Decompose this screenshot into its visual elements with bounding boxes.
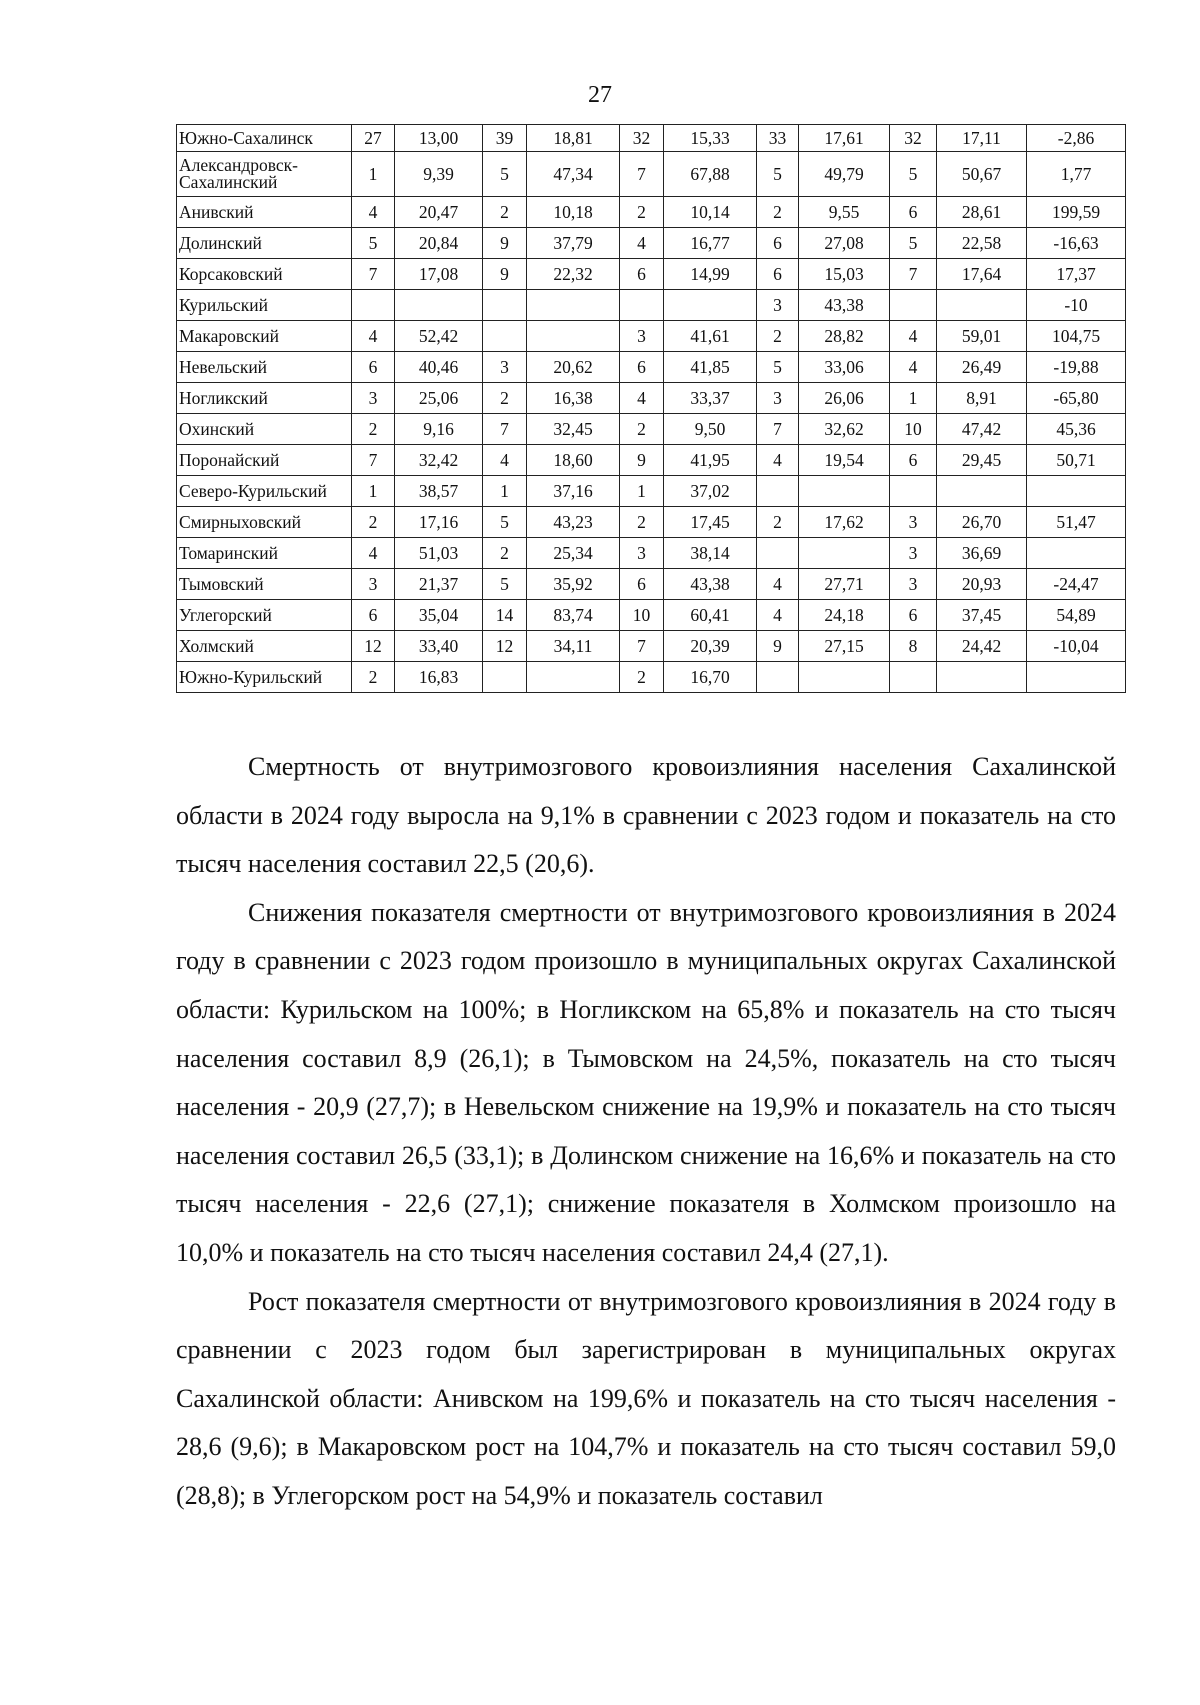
value-cell: 1 <box>352 476 395 507</box>
value-cell <box>483 321 527 352</box>
value-cell: 18,81 <box>527 125 620 152</box>
value-cell <box>527 321 620 352</box>
value-cell: 33,40 <box>395 631 483 662</box>
region-cell: Южно-Курильский <box>177 662 352 693</box>
value-cell <box>757 476 799 507</box>
value-cell: 6 <box>352 352 395 383</box>
value-cell: 6 <box>890 197 937 228</box>
value-cell: 10 <box>890 414 937 445</box>
table-row <box>177 197 1126 228</box>
region-cell: Макаровский <box>177 321 352 352</box>
table-row <box>177 414 1126 445</box>
value-cell <box>799 476 890 507</box>
value-cell: 6 <box>890 600 937 631</box>
table-row <box>177 631 1126 662</box>
region-cell: Углегорский <box>177 600 352 631</box>
value-cell: 37,02 <box>664 476 757 507</box>
value-cell: 28,61 <box>937 197 1027 228</box>
paragraph: Рост показателя смертности от внутримозгового кровоизлияния в 2024 году в сравнении с 2023 годом был зарегистрирован в муниципальных округах Сахалинской области: Анивском на 199,6% и показатель на сто тысяч населения - 28,6 (9,6); в Макаровском рост на 104,7% и показатель на сто тысяч составил 59,0 (28,8); в Углегорском рост на 54,9% и показатель составил <box>176 1286 1116 1510</box>
value-cell: 4 <box>620 383 664 414</box>
value-cell: 13,00 <box>395 125 483 152</box>
paragraph: Смертность от внутримозгового кровоизлияния населения Сахалинской области в 2024 году выросла на 9,1% в сравнении с 2023 годом и показатель на сто тысяч населения составил 22,5 (20,6). <box>176 752 1116 879</box>
table-row <box>177 125 1126 152</box>
value-cell: 37,45 <box>937 600 1027 631</box>
value-cell: 33 <box>757 125 799 152</box>
value-cell: 36,69 <box>937 538 1027 569</box>
value-cell: 26,49 <box>937 352 1027 383</box>
value-cell: 16,77 <box>664 228 757 259</box>
value-cell <box>352 290 395 321</box>
value-cell: 43,23 <box>527 507 620 538</box>
value-cell: 35,04 <box>395 600 483 631</box>
value-cell: 27 <box>352 125 395 152</box>
table-row <box>177 445 1126 476</box>
value-cell: 17,62 <box>799 507 890 538</box>
value-cell <box>664 290 757 321</box>
value-cell: 7 <box>620 631 664 662</box>
value-cell <box>937 662 1027 693</box>
value-cell: 4 <box>757 600 799 631</box>
value-cell: 17,61 <box>799 125 890 152</box>
value-cell: 8 <box>890 631 937 662</box>
value-cell: 2 <box>352 507 395 538</box>
value-cell: 32 <box>890 125 937 152</box>
value-cell: 5 <box>483 507 527 538</box>
table-row <box>177 600 1126 631</box>
value-cell <box>890 290 937 321</box>
value-cell: 4 <box>757 569 799 600</box>
value-cell: 3 <box>757 290 799 321</box>
value-cell: -10 <box>1027 290 1126 321</box>
value-cell: 20,47 <box>395 197 483 228</box>
value-cell: 9 <box>483 259 527 290</box>
value-cell: 9,55 <box>799 197 890 228</box>
value-cell: 47,42 <box>937 414 1027 445</box>
value-cell: 3 <box>620 538 664 569</box>
value-cell: -19,88 <box>1027 352 1126 383</box>
value-cell: 3 <box>890 538 937 569</box>
region-cell: Невельский <box>177 352 352 383</box>
value-cell: 4 <box>352 538 395 569</box>
value-cell: -24,47 <box>1027 569 1126 600</box>
value-cell: 7 <box>757 414 799 445</box>
value-cell: -2,86 <box>1027 125 1126 152</box>
value-cell: 7 <box>352 259 395 290</box>
value-cell: 5 <box>890 152 937 197</box>
value-cell: 3 <box>483 352 527 383</box>
value-cell: 2 <box>352 662 395 693</box>
table-row <box>177 476 1126 507</box>
value-cell: 3 <box>352 569 395 600</box>
value-cell: 1,77 <box>1027 152 1126 197</box>
value-cell: 20,39 <box>664 631 757 662</box>
value-cell: 32,62 <box>799 414 890 445</box>
value-cell: 26,70 <box>937 507 1027 538</box>
value-cell: 6 <box>620 259 664 290</box>
value-cell <box>937 476 1027 507</box>
value-cell: 39 <box>483 125 527 152</box>
value-cell: 17,08 <box>395 259 483 290</box>
value-cell: 7 <box>483 414 527 445</box>
value-cell: 17,37 <box>1027 259 1126 290</box>
value-cell: 47,34 <box>527 152 620 197</box>
value-cell <box>937 290 1027 321</box>
value-cell: 6 <box>352 600 395 631</box>
value-cell: 4 <box>890 352 937 383</box>
value-cell: 10 <box>620 600 664 631</box>
value-cell: 3 <box>890 507 937 538</box>
value-cell: 50,71 <box>1027 445 1126 476</box>
value-cell: 1 <box>620 476 664 507</box>
value-cell: 18,60 <box>527 445 620 476</box>
value-cell: 60,41 <box>664 600 757 631</box>
value-cell: 2 <box>620 197 664 228</box>
value-cell: 9,50 <box>664 414 757 445</box>
value-cell: 10,14 <box>664 197 757 228</box>
value-cell: 5 <box>890 228 937 259</box>
value-cell: 24,18 <box>799 600 890 631</box>
value-cell: 34,11 <box>527 631 620 662</box>
value-cell: 9 <box>620 445 664 476</box>
value-cell: 40,46 <box>395 352 483 383</box>
value-cell: 29,45 <box>937 445 1027 476</box>
value-cell <box>483 290 527 321</box>
value-cell: 104,75 <box>1027 321 1126 352</box>
value-cell: 22,32 <box>527 259 620 290</box>
value-cell <box>527 662 620 693</box>
value-cell: 2 <box>620 507 664 538</box>
value-cell: 2 <box>757 197 799 228</box>
value-cell: 38,57 <box>395 476 483 507</box>
table-row <box>177 352 1126 383</box>
value-cell: 43,38 <box>799 290 890 321</box>
value-cell: 41,61 <box>664 321 757 352</box>
value-cell: 27,08 <box>799 228 890 259</box>
value-cell: 26,06 <box>799 383 890 414</box>
value-cell: 5 <box>757 352 799 383</box>
value-cell: 12 <box>483 631 527 662</box>
value-cell: 4 <box>890 321 937 352</box>
value-cell: 35,92 <box>527 569 620 600</box>
value-cell: 12 <box>352 631 395 662</box>
value-cell: 10,18 <box>527 197 620 228</box>
region-cell: Тымовский <box>177 569 352 600</box>
value-cell: 7 <box>352 445 395 476</box>
value-cell: 6 <box>757 259 799 290</box>
value-cell <box>395 290 483 321</box>
value-cell: 67,88 <box>664 152 757 197</box>
value-cell: -10,04 <box>1027 631 1126 662</box>
value-cell: 3 <box>620 321 664 352</box>
value-cell <box>1027 662 1126 693</box>
value-cell: 6 <box>890 445 937 476</box>
value-cell: 2 <box>620 662 664 693</box>
value-cell: 14,99 <box>664 259 757 290</box>
value-cell: 32,45 <box>527 414 620 445</box>
region-cell: Холмский <box>177 631 352 662</box>
value-cell: 25,34 <box>527 538 620 569</box>
value-cell: 54,89 <box>1027 600 1126 631</box>
region-cell: Ногликский <box>177 383 352 414</box>
region-cell: Томаринский <box>177 538 352 569</box>
value-cell: 2 <box>483 538 527 569</box>
region-cell: Поронайский <box>177 445 352 476</box>
value-cell <box>757 662 799 693</box>
value-cell: 17,64 <box>937 259 1027 290</box>
value-cell: 4 <box>352 197 395 228</box>
value-cell: 21,37 <box>395 569 483 600</box>
value-cell: 4 <box>352 321 395 352</box>
region-cell: Курильский <box>177 290 352 321</box>
value-cell: 17,45 <box>664 507 757 538</box>
value-cell: 37,16 <box>527 476 620 507</box>
region-cell: Долинский <box>177 228 352 259</box>
region-cell: Смирныховский <box>177 507 352 538</box>
value-cell: 5 <box>352 228 395 259</box>
paragraph: Снижения показателя смертности от внутримозгового кровоизлияния в 2024 году в сравнении с 2023 годом произошло в муниципальных округах Сахалинской области: Курильском на 100%; в Ногликском на 65,8% и показатель на сто тысяч населения составил 8,9 (26,1); в Тымовском на 24,5%, показатель на сто тысяч населения - 20,9 (27,7); в Невельском снижение на 19,9% и показатель на сто тысяч населения составил 26,5 (33,1); в Долинском снижение на 16,6% и показатель на сто тысяч населения - 22,6 (27,1); снижение показателя в Холмском произошло на 10,0% и показатель на сто тысяч населения составил 24,4 (27,1). <box>176 897 1116 1267</box>
value-cell: 4 <box>620 228 664 259</box>
page-number: 27 <box>588 82 612 108</box>
value-cell <box>799 538 890 569</box>
value-cell: 199,59 <box>1027 197 1126 228</box>
value-cell: 59,01 <box>937 321 1027 352</box>
region-cell: Анивский <box>177 197 352 228</box>
value-cell <box>757 538 799 569</box>
value-cell: 2 <box>620 414 664 445</box>
value-cell: 27,71 <box>799 569 890 600</box>
value-cell: 7 <box>620 152 664 197</box>
value-cell: 25,06 <box>395 383 483 414</box>
table-row <box>177 383 1126 414</box>
value-cell: 16,38 <box>527 383 620 414</box>
value-cell: 15,33 <box>664 125 757 152</box>
value-cell: 32,42 <box>395 445 483 476</box>
value-cell: 45,36 <box>1027 414 1126 445</box>
value-cell: 6 <box>620 569 664 600</box>
value-cell: 38,14 <box>664 538 757 569</box>
value-cell: 20,62 <box>527 352 620 383</box>
value-cell: 20,93 <box>937 569 1027 600</box>
value-cell: 3 <box>890 569 937 600</box>
value-cell: 6 <box>757 228 799 259</box>
value-cell: 1 <box>352 152 395 197</box>
region-cell: Охинский <box>177 414 352 445</box>
value-cell <box>620 290 664 321</box>
value-cell <box>483 662 527 693</box>
value-cell: 2 <box>483 383 527 414</box>
value-cell: 24,42 <box>937 631 1027 662</box>
value-cell: 2 <box>757 321 799 352</box>
value-cell: 49,79 <box>799 152 890 197</box>
value-cell: 17,11 <box>937 125 1027 152</box>
value-cell: 9,16 <box>395 414 483 445</box>
mortality-table <box>176 124 1126 693</box>
region-cell: Южно-Сахалинск <box>177 125 352 152</box>
value-cell: 33,06 <box>799 352 890 383</box>
value-cell: 22,58 <box>937 228 1027 259</box>
table-row <box>177 569 1126 600</box>
value-cell: 19,54 <box>799 445 890 476</box>
value-cell: 9 <box>483 228 527 259</box>
value-cell <box>1027 476 1126 507</box>
value-cell: 20,84 <box>395 228 483 259</box>
value-cell: 5 <box>483 152 527 197</box>
value-cell: 4 <box>483 445 527 476</box>
value-cell <box>1027 538 1126 569</box>
value-cell: 15,03 <box>799 259 890 290</box>
value-cell: 28,82 <box>799 321 890 352</box>
value-cell: 16,70 <box>664 662 757 693</box>
table-row <box>177 538 1126 569</box>
value-cell: 2 <box>483 197 527 228</box>
value-cell <box>527 290 620 321</box>
value-cell: 41,85 <box>664 352 757 383</box>
table-row <box>177 507 1126 538</box>
value-cell <box>890 476 937 507</box>
value-cell: 5 <box>483 569 527 600</box>
table-row <box>177 290 1126 321</box>
value-cell: 9,39 <box>395 152 483 197</box>
value-cell: 32 <box>620 125 664 152</box>
value-cell <box>799 662 890 693</box>
table-row <box>177 662 1126 693</box>
region-cell: Северо-Курильский <box>177 476 352 507</box>
value-cell: 51,03 <box>395 538 483 569</box>
value-cell: 9 <box>757 631 799 662</box>
value-cell: 1 <box>483 476 527 507</box>
value-cell: 3 <box>757 383 799 414</box>
value-cell: 5 <box>757 152 799 197</box>
table-row <box>177 259 1126 290</box>
value-cell: 51,47 <box>1027 507 1126 538</box>
table-row <box>177 321 1126 352</box>
value-cell: 16,83 <box>395 662 483 693</box>
value-cell: 37,79 <box>527 228 620 259</box>
value-cell: 41,95 <box>664 445 757 476</box>
value-cell: 14 <box>483 600 527 631</box>
value-cell: -65,80 <box>1027 383 1126 414</box>
region-cell: Корсаковский <box>177 259 352 290</box>
value-cell: 3 <box>352 383 395 414</box>
value-cell: 43,38 <box>664 569 757 600</box>
value-cell: 1 <box>890 383 937 414</box>
table-row <box>177 152 1126 197</box>
value-cell: 27,15 <box>799 631 890 662</box>
value-cell: -16,63 <box>1027 228 1126 259</box>
value-cell <box>890 662 937 693</box>
table-body <box>177 125 1126 693</box>
region-cell: Александровск-Сахалинский <box>177 152 352 197</box>
value-cell: 83,74 <box>527 600 620 631</box>
value-cell: 52,42 <box>395 321 483 352</box>
value-cell: 33,37 <box>664 383 757 414</box>
value-cell: 7 <box>890 259 937 290</box>
value-cell: 17,16 <box>395 507 483 538</box>
table-row <box>177 228 1126 259</box>
value-cell: 8,91 <box>937 383 1027 414</box>
value-cell: 50,67 <box>937 152 1027 197</box>
value-cell: 2 <box>352 414 395 445</box>
value-cell: 4 <box>757 445 799 476</box>
value-cell: 6 <box>620 352 664 383</box>
value-cell: 2 <box>757 507 799 538</box>
body-text <box>176 743 1116 1521</box>
